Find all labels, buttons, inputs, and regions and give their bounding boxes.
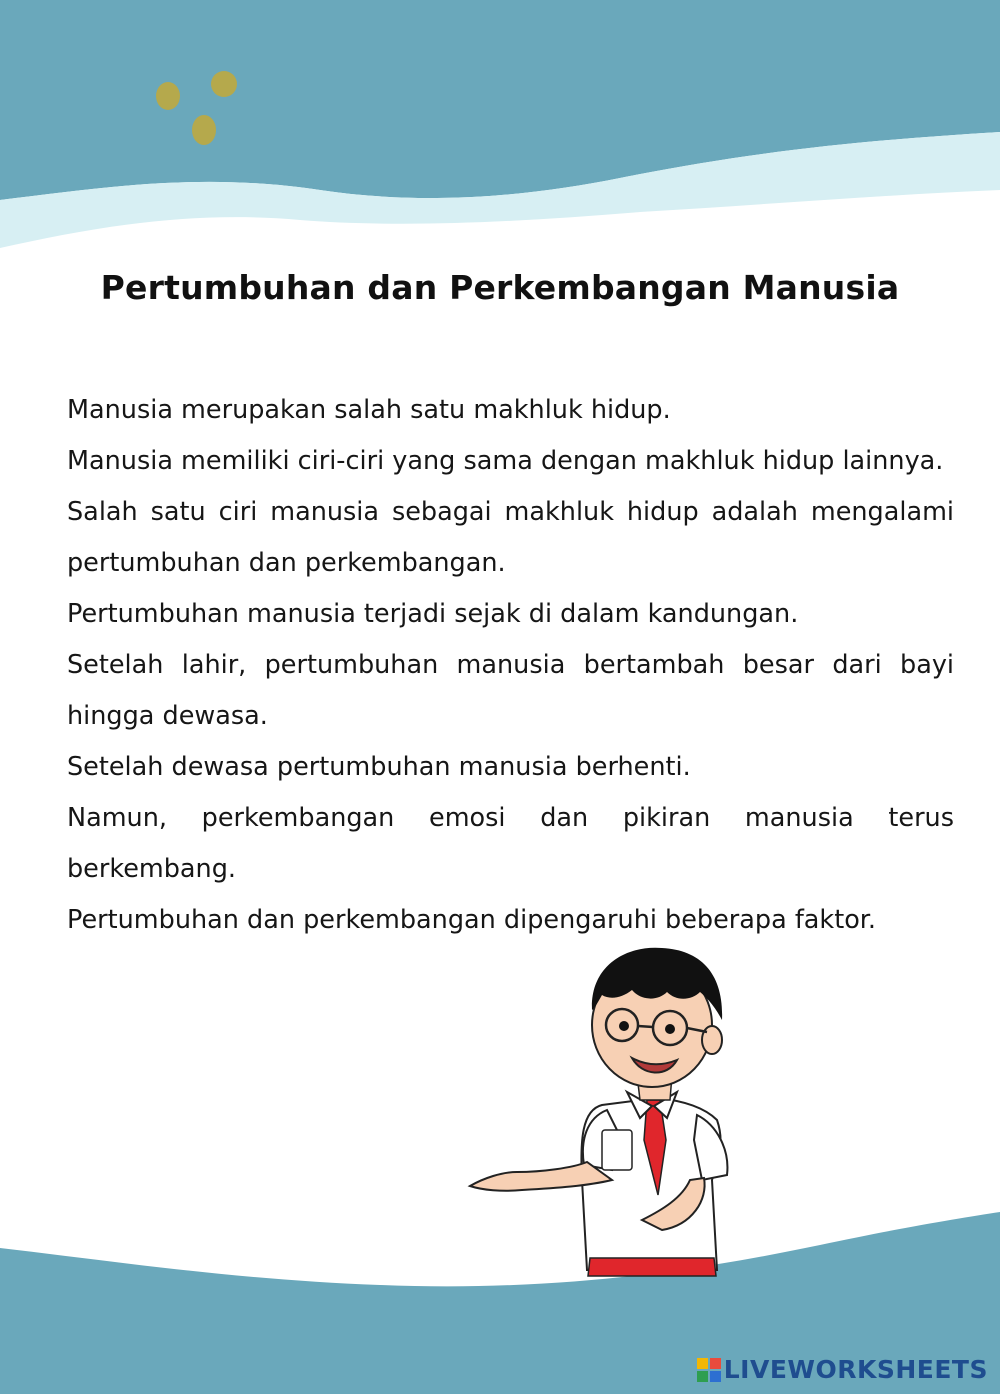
text-line: pertumbuhan dan perkembangan. [67,548,506,578]
text-line: Manusia merupakan salah satu makhluk hidup. [67,395,671,425]
body-text [67,385,954,946]
decor-dot-3 [192,115,216,145]
liveworksheets-logo-icon [696,1357,722,1383]
text-line: Setelah lahir, pertumbuhan manusia bertambah besar dari bayi [67,650,954,680]
page-title: Pertumbuhan dan Perkembangan Manusia [100,268,900,307]
decor-dot-1 [156,82,180,110]
text-line: Manusia memiliki ciri-ciri yang sama dengan makhluk hidup lainnya. [67,446,944,476]
text-line: Setelah dewasa pertumbuhan manusia berhenti. [67,752,691,782]
text-line: Pertumbuhan manusia terjadi sejak di dalam kandungan. [67,599,799,629]
text-line: Salah satu ciri manusia sebagai makhluk hidup adalah mengalami [67,497,954,527]
text-line: Pertumbuhan dan perkembangan dipengaruhi beberapa faktor. [67,905,877,935]
brand-name: LIVEWORKSHEETS [723,1355,988,1384]
boy-student-illustration [462,940,732,1280]
text-line: hingga dewasa. [67,701,268,731]
decor-dot-2 [211,71,237,97]
text-line: Namun, perkembangan emosi dan pikiran manusia terus [67,803,954,833]
liveworksheets-brand [696,1355,988,1384]
text-line: berkembang. [67,854,237,884]
